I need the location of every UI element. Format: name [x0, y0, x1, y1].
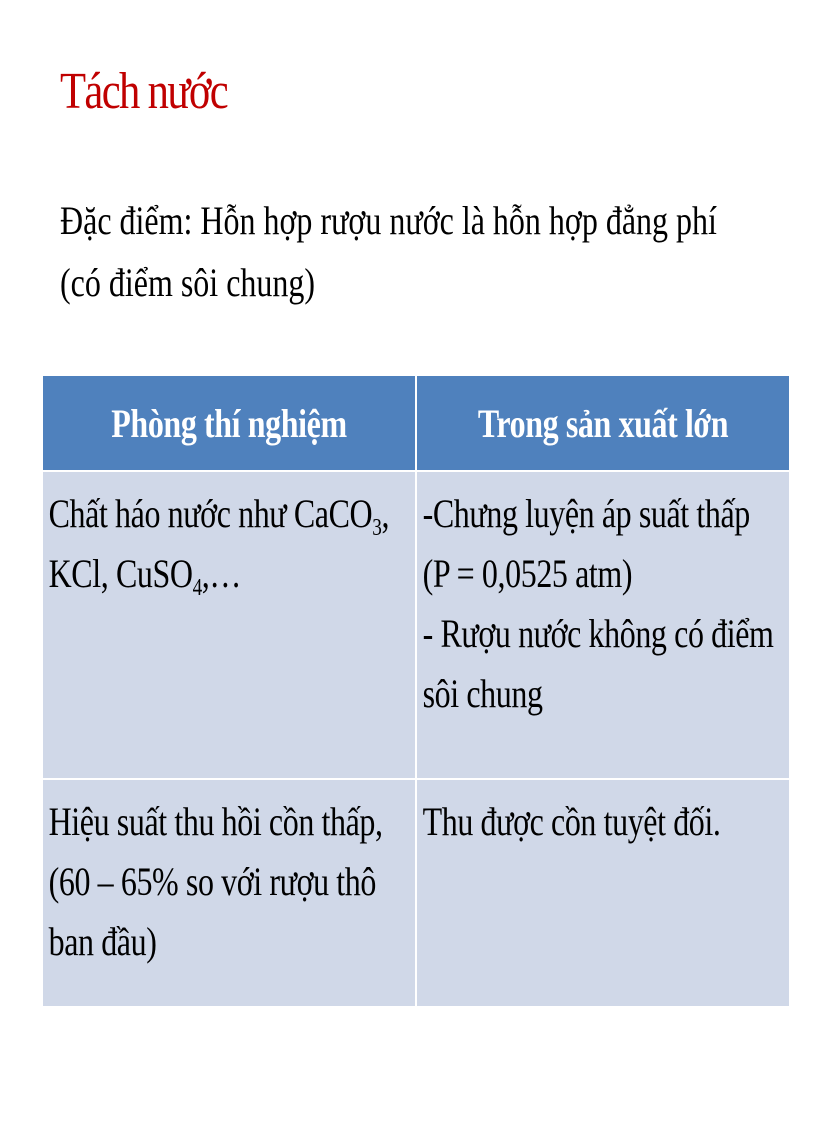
lab-result-paragraph: Hiệu suất thu hồi cồn thấp, (60 – 65% so với rượu thô ban đầu): [48, 799, 383, 964]
industry-result-paragraph: Thu được cồn tuyệt đối.: [422, 799, 721, 844]
industry-method-text: [417, 472, 775, 724]
header-lab: Phòng thí nghiệm: [111, 400, 347, 446]
header-cell-industry: [416, 375, 790, 471]
lab-method-line-1-text: Chất háo nước như CaCO: [48, 491, 373, 536]
industry-method-line-2: (P = 0,0525 atm): [422, 551, 633, 596]
lab-method-line-2-text: KCl, CuSO: [48, 551, 193, 596]
lab-method-line-2-suffix: ,…: [201, 551, 241, 596]
slide-title: Tách nước: [60, 63, 228, 120]
lab-method-line-1: [49, 484, 401, 544]
cell-lab-method: [42, 471, 416, 779]
lab-method-line-1-suffix: ,: [381, 491, 390, 536]
intro-text: Đặc điểm: Hỗn hợp rượu nước là hỗn hợp đẳng phí (có điểm sôi chung): [60, 198, 717, 305]
header-cell-lab: [42, 375, 416, 471]
table-header-row: [42, 375, 790, 471]
lab-result-text: [43, 780, 401, 972]
comparison-table: [41, 374, 791, 1008]
lab-method-text: [43, 472, 401, 604]
header-industry: Trong sản xuất lớn: [477, 400, 729, 446]
industry-method-line-3: - Rượu nước không có điểm sôi chung: [422, 611, 774, 716]
subscript-3: 3: [372, 515, 382, 541]
subscript-4: 4: [192, 575, 202, 601]
industry-method-line-1: -Chưng luyện áp suất thấp: [422, 491, 750, 536]
lab-method-line-2: [49, 544, 401, 604]
cell-lab-result: [42, 779, 416, 1007]
table-row: [42, 779, 790, 1007]
cell-industry-result: [416, 779, 790, 1007]
table-row: [42, 471, 790, 779]
cell-industry-method: [416, 471, 790, 779]
industry-result-text: [417, 780, 775, 852]
